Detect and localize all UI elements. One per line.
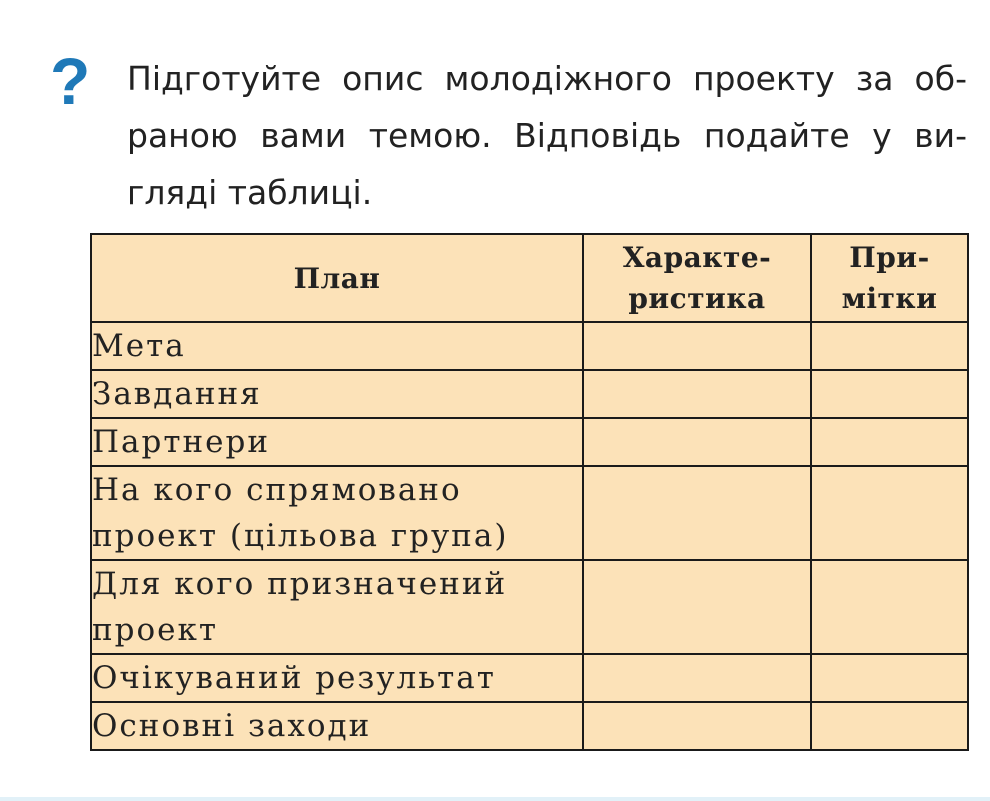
bottom-divider (0, 797, 990, 801)
plan-cell: Для кого призначений проект (91, 560, 583, 654)
task-line-3: гляді таблиці. (127, 173, 373, 212)
table-row (91, 560, 968, 654)
task-text (127, 50, 967, 221)
table-row (91, 466, 968, 560)
plan-cell: На кого спрямовано проект (цільова група) (91, 466, 583, 560)
characteristic-cell (583, 702, 811, 750)
plan-cell: Очікуваний результат (91, 654, 583, 702)
notes-cell (811, 322, 968, 370)
table-row (91, 418, 968, 466)
plan-cell: Мета (91, 322, 583, 370)
plan-cell: Завдання (91, 370, 583, 418)
table-row (91, 702, 968, 750)
plan-cell: Партнери (91, 418, 583, 466)
characteristic-cell (583, 370, 811, 418)
table-row (91, 322, 968, 370)
question-mark-icon: ? (50, 44, 91, 118)
table-header-row (91, 234, 968, 322)
plan-cell: Основні заходи (91, 702, 583, 750)
notes-cell (811, 654, 968, 702)
task-line-2: раною вами темою. Відповідь подайте у ви- (127, 116, 967, 155)
header-notes: При- мітки (811, 234, 968, 322)
table-row (91, 370, 968, 418)
notes-cell (811, 560, 968, 654)
characteristic-cell (583, 654, 811, 702)
characteristic-cell (583, 466, 811, 560)
header-characteristic: Характе- ристика (583, 234, 811, 322)
characteristic-cell (583, 560, 811, 654)
notes-cell (811, 466, 968, 560)
notes-cell (811, 418, 968, 466)
plan-table (90, 233, 969, 751)
notes-cell (811, 702, 968, 750)
task-line-1: Підготуйте опис молодіжного проекту за об- (127, 59, 967, 98)
characteristic-cell (583, 322, 811, 370)
header-plan: План (91, 234, 583, 322)
characteristic-cell (583, 418, 811, 466)
table-row (91, 654, 968, 702)
notes-cell (811, 370, 968, 418)
